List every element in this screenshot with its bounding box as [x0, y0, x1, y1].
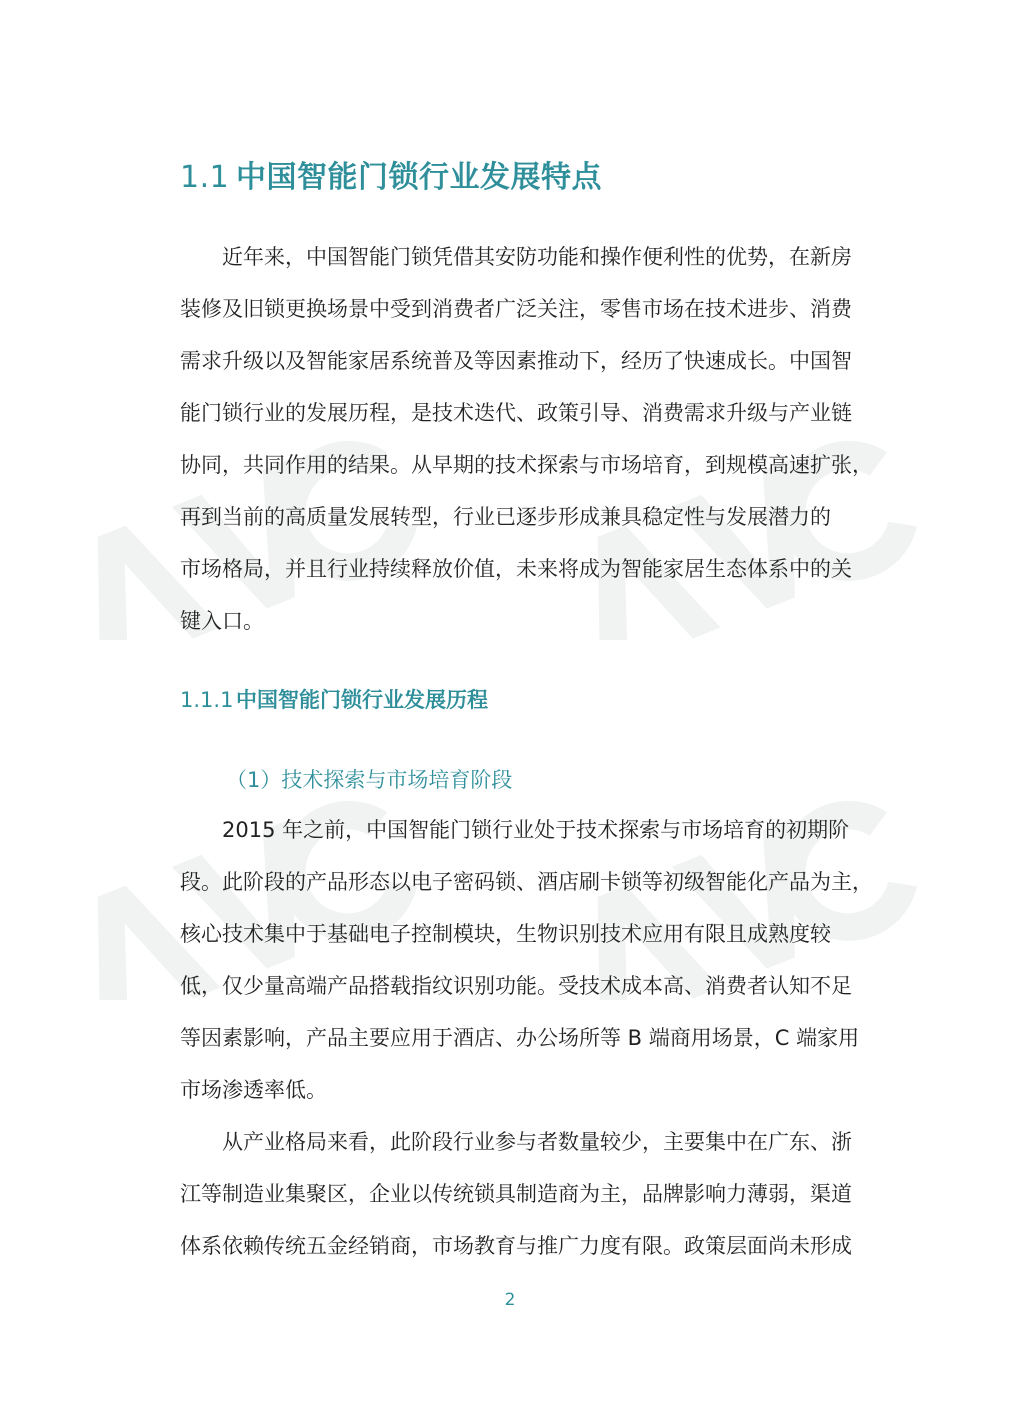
section-title: 中国智能门锁行业发展特点 — [236, 160, 602, 195]
page-number: 2 — [504, 1290, 516, 1310]
subsection-title: 中国智能门锁行业发展历程 — [236, 688, 488, 712]
intro-line: 需求升级以及智能家居系统普及等因素推动下，经历了快速成长。中国智 — [180, 349, 852, 373]
section-number: 1.1 — [180, 160, 230, 195]
intro-line: 市场格局，并且行业持续释放价值，未来将成为智能家居生态体系中的关 — [180, 557, 852, 581]
paragraph-line: 2015 年之前，中国智能门锁行业处于技术探索与市场培育的初期阶 — [222, 818, 850, 842]
stage-heading: （1）技术探索与市场培育阶段 — [226, 768, 513, 792]
intro-line: 近年来，中国智能门锁凭借其安防功能和操作便利性的优势，在新房 — [222, 245, 852, 269]
paragraph-line: 市场渗透率低。 — [180, 1078, 327, 1102]
paragraph-line: 体系依赖传统五金经销商，市场教育与推广力度有限。政策层面尚未形成 — [180, 1234, 852, 1258]
paragraph-line: 低，仅少量高端产品搭载指纹识别功能。受技术成本高、消费者认知不足 — [180, 974, 852, 998]
paragraph-line: 段。此阶段的产品形态以电子密码锁、酒店刷卡锁等初级智能化产品为主， — [180, 870, 873, 894]
intro-line: 键入口。 — [180, 609, 264, 633]
paragraph-line: 从产业格局来看，此阶段行业参与者数量较少，主要集中在广东、浙 — [222, 1130, 852, 1154]
subsection-heading — [180, 684, 488, 714]
intro-line: 装修及旧锁更换场景中受到消费者广泛关注，零售市场在技术进步、消费 — [180, 297, 852, 321]
intro-line: 协同，共同作用的结果。从早期的技术探索与市场培育，到规模高速扩张， — [180, 453, 873, 477]
intro-line: 再到当前的高质量发展转型，行业已逐步形成兼具稳定性与发展潜力的 — [180, 505, 831, 529]
section-heading — [180, 152, 602, 196]
subsection-number: 1.1.1 — [180, 688, 234, 712]
paragraph-line: 江等制造业集聚区，企业以传统锁具制造商为主，品牌影响力薄弱，渠道 — [180, 1182, 852, 1206]
paragraph-line: 等因素影响，产品主要应用于酒店、办公场所等 B 端商用场景，C 端家用 — [180, 1026, 860, 1050]
intro-line: 能门锁行业的发展历程，是技术迭代、政策引导、消费需求升级与产业链 — [180, 401, 852, 425]
paragraph-line: 核心技术集中于基础电子控制模块，生物识别技术应用有限且成熟度较 — [180, 922, 831, 946]
